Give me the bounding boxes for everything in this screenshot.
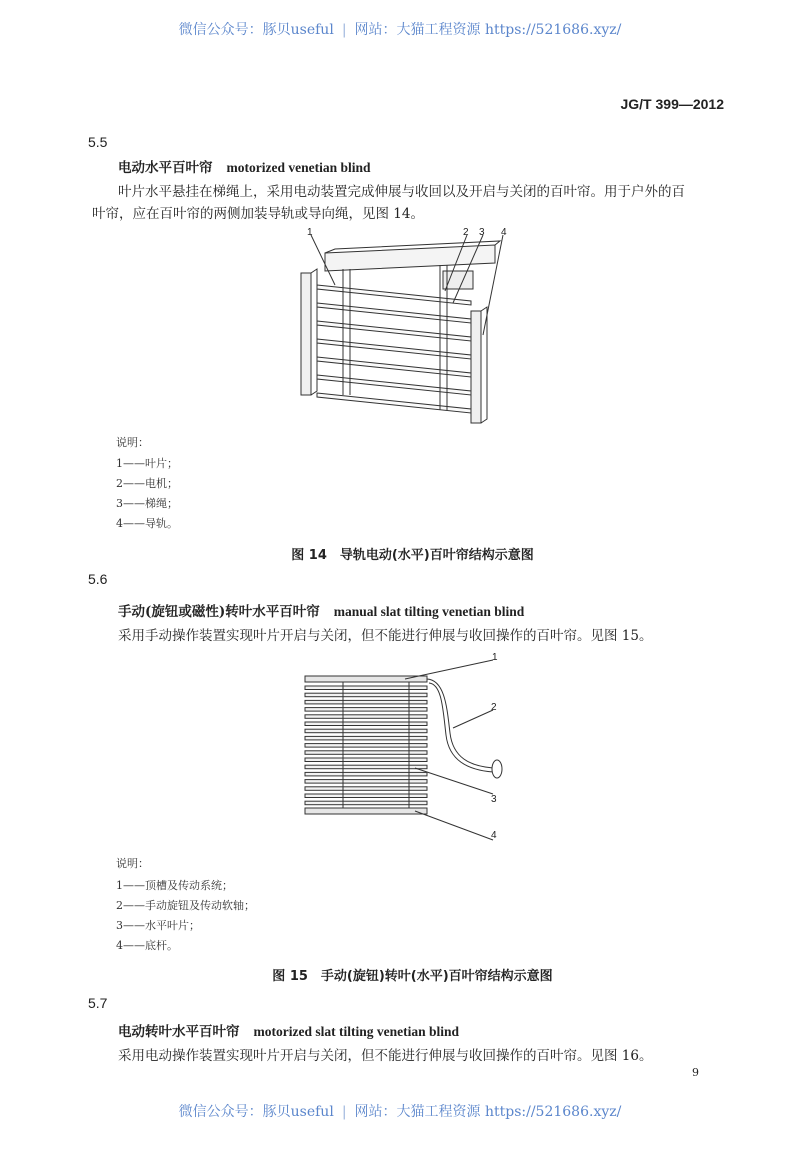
callout-4: 4	[491, 830, 497, 841]
slat	[317, 357, 471, 377]
slat	[317, 393, 471, 413]
legend-item: 2——电机；	[116, 477, 178, 490]
standard-number: JG/T 399—2012	[620, 96, 724, 112]
term-heading	[118, 600, 524, 620]
term-cn: 电动转叶水平百叶帘	[118, 1024, 240, 1040]
callout-2: 2	[491, 702, 497, 713]
slat	[317, 321, 471, 341]
watermark-separator: |	[341, 22, 347, 38]
body-line: 叶片水平悬挂在梯绳上，采用电动装置完成伸展与收回以及开启与关闭的百叶帘。用于户外的百	[118, 184, 685, 200]
term-heading	[118, 156, 371, 176]
figure-14-diagram	[295, 225, 515, 430]
page-number: 9	[692, 1066, 699, 1079]
callout-4: 4	[501, 227, 507, 238]
slat	[317, 375, 471, 395]
legend-title: 说明：	[116, 436, 149, 449]
section-number: 5.5	[88, 134, 108, 150]
legend-item: 2——手动旋钮及传动软轴；	[116, 899, 255, 912]
callout-2: 2	[463, 227, 469, 238]
body-line: 采用电动操作装置实现叶片开启与关闭，但不能进行伸展与收回操作的百叶帘。见图 16。	[118, 1048, 653, 1064]
legend-item: 1——叶片；	[116, 457, 178, 470]
term-en: motorized slat tilting venetian blind	[253, 1024, 459, 1039]
callout-3: 3	[491, 794, 497, 805]
section-number: 5.6	[88, 571, 108, 587]
term-cn: 电动水平百叶帘	[118, 160, 213, 176]
body-line: 叶帘，应在百叶帘的两侧加装导轨或导向绳，见图 14。	[92, 206, 424, 222]
watermark-site: 网站：大猫工程资源 https://521686.xyz/	[354, 1104, 622, 1120]
callout-1: 1	[307, 227, 313, 238]
watermark-account: 微信公众号：豚贝useful	[178, 1104, 334, 1120]
term-heading	[118, 1020, 459, 1040]
callout-1: 1	[492, 652, 498, 663]
legend-title: 说明：	[116, 857, 149, 870]
term-cn: 手动(旋钮或磁性)转叶水平百叶帘	[118, 604, 320, 620]
watermark-site: 网站：大猫工程资源 https://521686.xyz/	[354, 22, 622, 38]
figure-15-diagram	[295, 648, 515, 848]
watermark-separator: |	[341, 1104, 347, 1120]
term-en: manual slat tilting venetian blind	[333, 604, 525, 619]
figure-caption: 图 14 导轨电动(水平)百叶帘结构示意图	[291, 548, 534, 563]
legend-item: 4——底杆。	[116, 939, 178, 952]
body-line: 采用手动操作装置实现叶片开启与关闭，但不能进行伸展与收回操作的百叶帘。见图 15。	[118, 628, 653, 644]
legend-item: 3——梯绳；	[116, 497, 178, 510]
section-number: 5.7	[88, 995, 108, 1011]
legend-item: 4——导轨。	[116, 517, 178, 530]
watermark-account: 微信公众号：豚贝useful	[178, 22, 334, 38]
term-en: motorized venetian blind	[226, 160, 371, 175]
watermark-footer	[0, 1101, 800, 1121]
legend-item: 3——水平叶片；	[116, 919, 200, 932]
figure-caption: 图 15 手动(旋钮)转叶(水平)百叶帘结构示意图	[272, 969, 553, 984]
slat	[317, 339, 471, 359]
watermark-header	[0, 19, 800, 39]
slat	[317, 303, 471, 323]
legend-item: 1——顶槽及传动系统；	[116, 879, 233, 892]
callout-3: 3	[479, 227, 485, 238]
